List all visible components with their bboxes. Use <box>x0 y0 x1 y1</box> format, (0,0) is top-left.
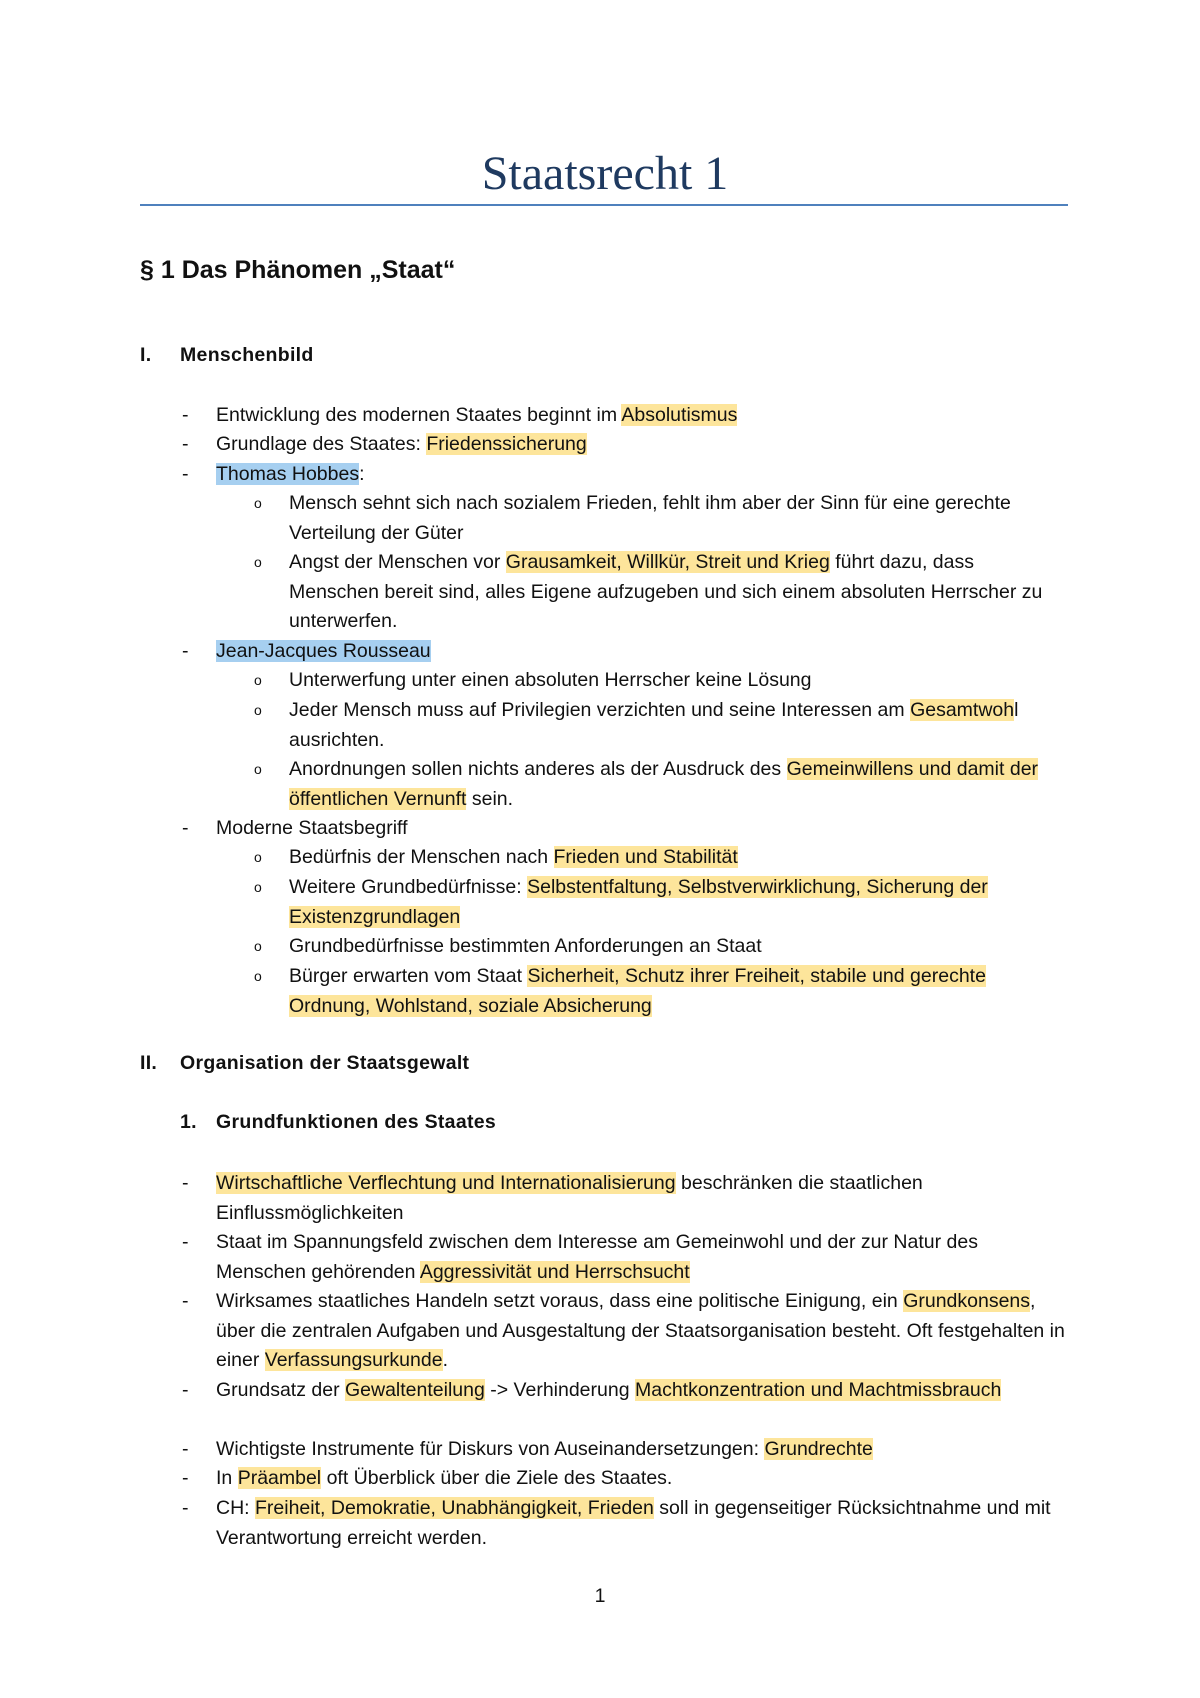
text-run: Unterwerfung unter einen absoluten Herrscher keine Lösung <box>289 669 812 691</box>
highlighted-text: Freiheit, Demokratie, Unabhängigkeit, Frieden <box>255 1497 654 1519</box>
text-run: Grundlage des Staates: <box>216 433 427 455</box>
list-item-text <box>216 1494 1066 1553</box>
list-item <box>182 1169 1066 1228</box>
list-item <box>182 637 1066 667</box>
text-run: : <box>359 463 365 485</box>
dash-marker: - <box>182 433 189 455</box>
highlighted-text: Aggressivität und Herrschsucht <box>419 1260 690 1283</box>
list-item-text <box>289 489 1069 548</box>
heading-text: Organisation der Staatsgewalt <box>180 1052 470 1074</box>
bullet-marker: o <box>254 495 262 511</box>
text-run: In <box>216 1467 238 1489</box>
text-run: . <box>442 1349 448 1371</box>
list-item-text <box>289 696 1069 755</box>
highlighted-text: Verfassungsurkunde <box>264 1349 443 1371</box>
highlighted-text: Gemeinwillens und damit der öffentlichen Vernunft <box>289 758 1039 810</box>
text-run: beschränken die staatlichen Einflussmöglichkeiten <box>216 1172 923 1224</box>
heading-grundfunktionen <box>180 1111 496 1134</box>
list-item-text <box>289 548 1069 637</box>
heading-text: Menschenbild <box>180 344 314 366</box>
heading-number: I. <box>140 344 152 366</box>
sub-list-item <box>254 932 1069 962</box>
list-item-text <box>216 1376 1066 1406</box>
highlighted-text: Friedenssicherung <box>426 433 587 455</box>
sub-list-item <box>254 843 1069 873</box>
bullet-marker: o <box>254 761 262 777</box>
dash-marker: - <box>182 1497 189 1519</box>
text-run: Entwicklung des modernen Staates beginnt im <box>216 404 622 426</box>
sub-list-item <box>254 489 1069 548</box>
heading-organisation <box>140 1052 469 1075</box>
sub-list-item <box>254 873 1069 932</box>
highlighted-text: Gesamtwoh <box>910 699 1015 721</box>
text-run: soll in gegenseitiger Rücksichtnahme und mit Verantwortung erreicht werden. <box>216 1497 1051 1549</box>
text-run: l ausrichten. <box>289 699 1019 751</box>
sub-list-item <box>254 548 1069 637</box>
highlighted-text: Wirtschaftliche Verflechtung und Internationalisierung <box>216 1172 676 1194</box>
bullet-marker: o <box>254 879 262 895</box>
text-run: Staat im Spannungsfeld zwischen dem Interesse am Gemeinwohl und der zur Natur des Menschen gehörenden <box>216 1231 978 1283</box>
list-item-text <box>289 666 1069 696</box>
dash-marker: - <box>182 817 189 839</box>
dash-marker: - <box>182 1290 189 1312</box>
heading-text: Grundfunktionen des Staates <box>216 1111 497 1133</box>
list-item-text <box>216 430 1066 460</box>
list-item-text <box>216 1287 1066 1376</box>
bullet-marker: o <box>254 672 262 688</box>
text-run: Wirksames staatliches Handeln setzt voraus, dass eine politische Einigung, ein <box>216 1290 904 1312</box>
list-item-text <box>289 873 1069 932</box>
list-item-text <box>289 755 1069 814</box>
highlighted-text: Grundrechte <box>764 1438 873 1460</box>
list-item <box>182 1376 1066 1406</box>
highlighted-text: Grausamkeit, Willkür, Streit und Krieg <box>505 551 830 573</box>
bullet-marker: o <box>254 938 262 954</box>
dash-marker: - <box>182 1438 189 1460</box>
page-number: 1 <box>594 1585 606 1607</box>
text-run: Angst der Menschen vor <box>289 551 506 573</box>
list-item-text <box>216 1169 1066 1228</box>
list-item <box>182 1435 1066 1465</box>
list-item-text <box>289 932 1069 962</box>
bullet-marker: o <box>254 849 262 865</box>
highlighted-name: Thomas Hobbes <box>216 463 360 485</box>
text-run: Jeder Mensch muss auf Privilegien verzichten und seine Interessen am <box>289 699 911 721</box>
bullet-marker: o <box>254 554 262 570</box>
dash-marker: - <box>182 1467 189 1489</box>
dash-marker: - <box>182 1379 189 1401</box>
text-run: Wichtigste Instrumente für Diskurs von Auseinandersetzungen: <box>216 1438 765 1460</box>
list-item <box>182 401 1066 431</box>
bullet-marker: o <box>254 968 262 984</box>
text-run: , über die zentralen Aufgaben und Ausgestaltung der Staatsorganisation besteht. Oft festgehalten in einer <box>216 1290 1065 1371</box>
highlighted-text: Grundkonsens <box>903 1290 1031 1312</box>
highlighted-text: Frieden und Stabilität <box>553 846 738 868</box>
text-run: Grundsatz der <box>216 1379 345 1401</box>
highlighted-text: Machtkonzentration und Machtmissbrauch <box>634 1379 1002 1401</box>
highlighted-text: Präambel <box>237 1467 322 1489</box>
list-item-text <box>216 1228 1066 1287</box>
list-item-text <box>289 962 1069 1021</box>
dash-marker: - <box>182 404 189 426</box>
highlighted-text: Selbstentfaltung, Selbstverwirklichung, Sicherung der Existenzgrundlagen <box>289 876 988 928</box>
text-run: Bedürfnis der Menschen nach <box>289 846 554 868</box>
section-heading: § 1 Das Phänomen „Staat“ <box>140 256 456 284</box>
highlighted-text: Sicherheit, Schutz ihrer Freiheit, stabile und gerechte Ordnung, Wohlstand, soziale Absicherung <box>289 965 986 1017</box>
text-run: Weitere Grundbedürfnisse: <box>289 876 528 898</box>
sub-list-item <box>254 696 1069 755</box>
text-run: führt dazu, dass Menschen bereit sind, alles Eigene aufzugeben und sich einem absoluten Herrscher zu unterwerfen. <box>289 551 1043 632</box>
text-run: -> Verhinderung <box>484 1379 635 1401</box>
sub-list-item <box>254 962 1069 1021</box>
heading-menschenbild <box>140 344 314 367</box>
list-item <box>182 1228 1066 1287</box>
list-item-text <box>216 1435 1066 1465</box>
heading-number: II. <box>140 1052 158 1074</box>
text-run: sein. <box>466 787 514 810</box>
text-run: oft Überblick über die Ziele des Staates. <box>321 1467 673 1489</box>
list-item <box>182 814 1066 844</box>
dash-marker: - <box>182 1231 189 1253</box>
list-item <box>182 430 1066 460</box>
document-title: Staatsrecht 1 <box>481 147 729 200</box>
dash-marker: - <box>182 463 189 485</box>
dash-marker: - <box>182 1172 189 1194</box>
text-run: Grundbedürfnisse bestimmten Anforderungen an Staat <box>289 935 762 957</box>
title-underline <box>140 204 1068 206</box>
list-item-text <box>216 460 1066 490</box>
highlighted-text: Gewaltenteilung <box>344 1379 485 1401</box>
list-item <box>182 1494 1066 1553</box>
sub-list-item <box>254 755 1069 814</box>
text-run: Moderne Staatsbegriff <box>216 817 408 839</box>
text-run: Bürger erwarten vom Staat <box>289 965 528 987</box>
heading-number: 1. <box>180 1111 197 1133</box>
text-run: CH: <box>216 1497 255 1519</box>
list-item <box>182 460 1066 490</box>
list-item <box>182 1464 1066 1494</box>
list-item-text <box>216 814 1066 844</box>
highlighted-text: Absolutismus <box>621 404 738 426</box>
text-run: Anordnungen sollen nichts anderes als der Ausdruck des <box>289 758 787 780</box>
list-item <box>182 1287 1066 1376</box>
sub-list-item <box>254 666 1069 696</box>
dash-marker: - <box>182 640 189 662</box>
list-item-text <box>216 1464 1066 1494</box>
bullet-marker: o <box>254 702 262 718</box>
list-item-text <box>216 401 1066 431</box>
list-item-text <box>216 637 1066 667</box>
list-item-text <box>289 843 1069 873</box>
text-run: Mensch sehnt sich nach sozialem Frieden, fehlt ihm aber der Sinn für eine gerechte Verteilung der Güter <box>289 492 1011 544</box>
highlighted-name: Jean-Jacques Rousseau <box>216 640 431 662</box>
